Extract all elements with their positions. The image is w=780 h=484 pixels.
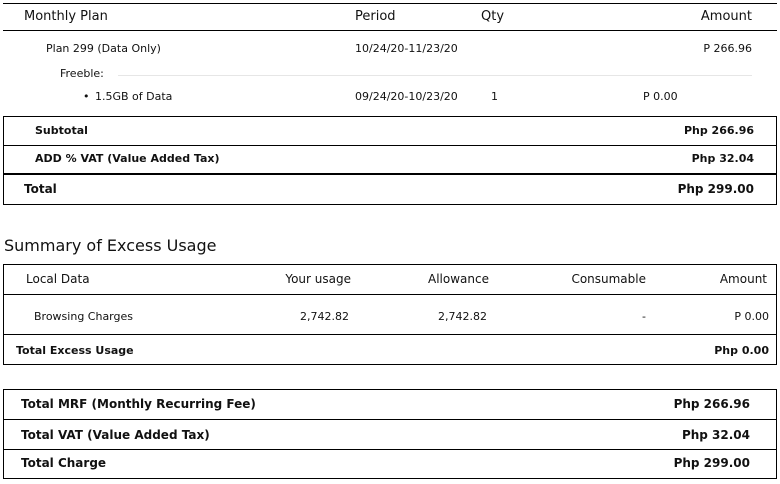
freeble-amount: P 0.00 <box>643 90 678 103</box>
plan-header-amount: Amount <box>700 9 752 24</box>
excess-header-border <box>3 294 777 295</box>
summary-divider-1 <box>3 419 777 420</box>
excess-total-label: Total Excess Usage <box>16 344 134 357</box>
excess-header-usage: Your usage <box>285 272 351 286</box>
excess-row-item: Browsing Charges <box>34 310 133 323</box>
plan-header-period: Period <box>355 9 396 24</box>
plan-total-label: Total <box>24 182 57 196</box>
freeble-period: 09/24/20-10/23/20 <box>355 90 458 103</box>
freeble-separator <box>118 75 752 76</box>
summary-mrf-amount: Php 266.96 <box>673 397 750 411</box>
excess-title: Summary of Excess Usage <box>4 236 217 255</box>
plan-subtotal-amount: Php 266.96 <box>683 124 754 137</box>
plan-header-item: Monthly Plan <box>24 9 108 24</box>
freeble-label: Freeble: <box>60 67 104 80</box>
plan-period: 10/24/20-11/23/20 <box>355 42 458 55</box>
excess-row-amount: P 0.00 <box>734 310 769 323</box>
excess-header-amount: Amount <box>719 272 767 286</box>
excess-header-item: Local Data <box>26 272 90 286</box>
summary-charge-amount: Php 299.00 <box>673 456 750 470</box>
plan-total-box <box>3 174 777 205</box>
excess-row-usage: 2,742.82 <box>300 310 349 323</box>
excess-row-consumable: - <box>642 310 646 323</box>
excess-header-allowance: Allowance <box>428 272 489 286</box>
freeble-qty: 1 <box>491 90 498 103</box>
excess-total-border <box>3 334 777 335</box>
plan-subtotal-label: Subtotal <box>35 124 88 137</box>
summary-vat-label: Total VAT (Value Added Tax) <box>21 428 210 442</box>
plan-vat-label: ADD % VAT (Value Added Tax) <box>35 152 220 165</box>
freeble-bullet: • <box>83 90 90 103</box>
summary-charge-label: Total Charge <box>21 456 107 470</box>
plan-total-amount: Php 299.00 <box>677 182 754 196</box>
summary-divider-2 <box>3 449 777 450</box>
plan-top-border <box>3 3 777 4</box>
summary-mrf-label: Total MRF (Monthly Recurring Fee) <box>21 397 256 411</box>
plan-name: Plan 299 (Data Only) <box>46 42 161 55</box>
excess-total-amount: Php 0.00 <box>714 344 769 357</box>
plan-header-qty: Qty <box>481 9 505 24</box>
excess-row-allowance: 2,742.82 <box>438 310 487 323</box>
excess-header-consumable: Consumable <box>571 272 646 286</box>
plan-header-border <box>3 30 777 31</box>
summary-vat-amount: Php 32.04 <box>681 428 750 442</box>
freeble-name: 1.5GB of Data <box>95 90 173 103</box>
plan-amount: P 266.96 <box>703 42 752 55</box>
plan-subtotal-divider <box>3 145 777 146</box>
plan-vat-amount: Php 32.04 <box>691 152 754 165</box>
